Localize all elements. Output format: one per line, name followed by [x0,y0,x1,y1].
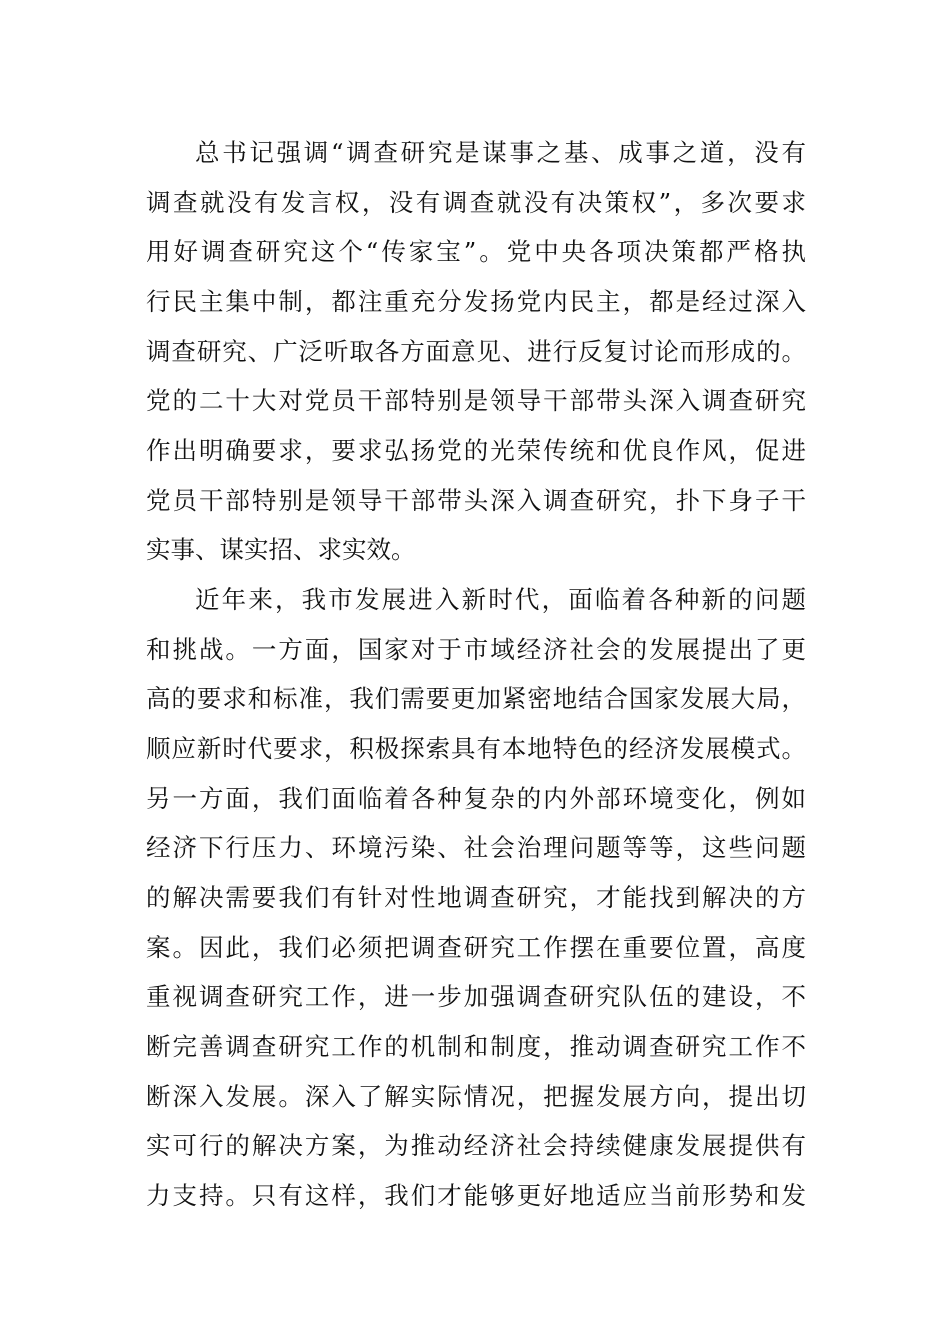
text-line: 用好调查研究这个“传家宝”。党中央各项决策都严格执 [146,237,806,266]
text-line: 实可行的解决方案，为推动经济社会持续健康发展提供有 [146,1131,806,1160]
text-line: 高的要求和标准，我们需要更加紧密地结合国家发展大局， [146,684,806,713]
text-line: 经济下行压力、环境污染、社会治理问题等等，这些问题 [146,833,806,862]
text-line: 的解决需要我们有针对性地调查研究，才能找到解决的方 [146,883,806,912]
text-line: 断深入发展。深入了解实际情况，把握发展方向，提出切 [146,1082,806,1111]
text-line: 案。因此，我们必须把调查研究工作摆在重要位置，高度 [146,933,806,962]
text-line: 力支持。只有这样，我们才能够更好地适应当前形势和发 [146,1181,806,1210]
text-line: 和挑战。一方面，国家对于市域经济社会的发展提出了更 [146,635,806,664]
text-line: 行民主集中制，都注重充分发扬党内民主，都是经过深入 [146,287,806,316]
text-line: 断完善调查研究工作的机制和制度，推动调查研究工作不 [146,1032,806,1061]
text-line: 近年来，我市发展进入新时代，面临着各种新的问题 [195,585,806,614]
text-line: 党员干部特别是领导干部带头深入调查研究，扑下身子干 [146,486,806,515]
text-line: 作出明确要求，要求弘扬党的光荣传统和优良作风，促进 [146,436,806,465]
text-line: 党的二十大对党员干部特别是领导干部带头深入调查研究 [146,386,806,415]
text-line: 调查研究、广泛听取各方面意见、进行反复讨论而形成的。 [146,337,806,366]
text-line: 总书记强调“调查研究是谋事之基、成事之道，没有 [195,138,806,167]
text-line: 调查就没有发言权，没有调查就没有决策权”，多次要求 [146,188,806,217]
text-line: 实事、谋实招、求实效。 [146,535,416,564]
text-line: 顺应新时代要求，积极探索具有本地特色的经济发展模式。 [146,734,806,763]
text-line: 重视调查研究工作，进一步加强调查研究队伍的建设，不 [146,982,806,1011]
text-line: 另一方面，我们面临着各种复杂的内外部环境变化，例如 [146,784,806,813]
